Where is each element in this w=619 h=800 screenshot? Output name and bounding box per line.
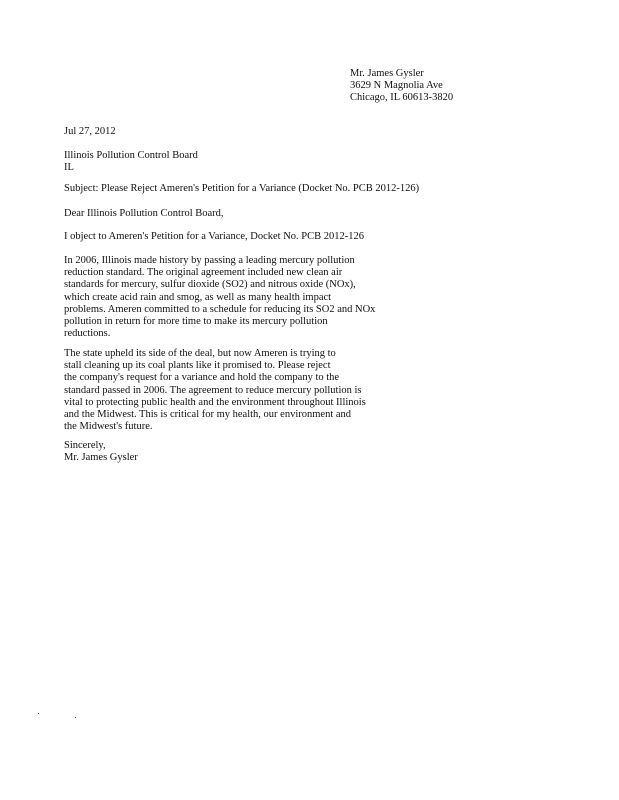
paragraph-line: stall cleaning up its coal plants like it promised to. Please reject	[64, 360, 331, 372]
paragraph-line: standard passed in 2006. The agreement to reduce mercury pollution is	[64, 384, 362, 396]
paragraph-line: pollution in return for more time to make its mercury pollution	[64, 316, 328, 328]
paragraph-line: the Midwest's future.	[64, 421, 153, 433]
sender-address	[350, 68, 453, 105]
recipient-state: IL	[64, 162, 74, 174]
paragraph-1	[64, 255, 375, 340]
sender-city: Chicago, IL 60613-3820	[350, 92, 454, 104]
salutation-text: Dear Illinois Pollution Control Board,	[64, 208, 224, 219]
date-text: Jul 27, 2012	[64, 126, 116, 137]
paragraph-line: which create acid rain and smog, as well as many health impact	[64, 291, 332, 303]
paragraph-line: standards for mercury, sulfur dioxide (SO2) and nitrous oxide (NOx),	[64, 279, 356, 291]
paragraph-line: and the Midwest. This is critical for my health, our environment and	[64, 409, 352, 421]
recipient-address	[64, 150, 198, 174]
intro-line	[64, 231, 364, 243]
paragraph-line: problems. Ameren committed to a schedule for reducing its SO2 and NOx	[64, 303, 376, 315]
salutation	[64, 208, 224, 220]
letter-date	[64, 126, 116, 138]
scan-speck	[75, 717, 76, 718]
paragraph-line: reductions.	[64, 328, 111, 340]
paragraph-line: the company's request for a variance and hold the company to the	[64, 372, 340, 384]
signer-name: Mr. James Gysler	[64, 452, 138, 464]
subject-text: Subject: Please Reject Ameren's Petition for a Variance (Docket No. PCB 2012-126)	[64, 183, 420, 194]
signoff: Sincerely,	[64, 440, 106, 451]
sender-street: 3629 N Magnolia Ave	[350, 80, 443, 92]
paragraph-2	[64, 348, 366, 433]
closing	[64, 440, 138, 464]
sender-name: Mr. James Gysler	[350, 68, 424, 79]
paragraph-line: vital to protecting public health and the environment throughout Illinois	[64, 396, 366, 408]
subject-line	[64, 183, 419, 195]
intro-text: I object to Ameren's Petition for a Variance, Docket No. PCB 2012-126	[64, 231, 365, 242]
paragraph-line: reduction standard. The original agreement included new clean air	[64, 267, 343, 279]
paragraph-line: The state upheld its side of the deal, but now Ameren is trying to	[64, 348, 336, 359]
recipient-name: Illinois Pollution Control Board	[64, 150, 198, 161]
paragraph-line: In 2006, Illinois made history by passing a leading mercury pollution	[64, 255, 355, 266]
scan-speck	[38, 713, 39, 714]
